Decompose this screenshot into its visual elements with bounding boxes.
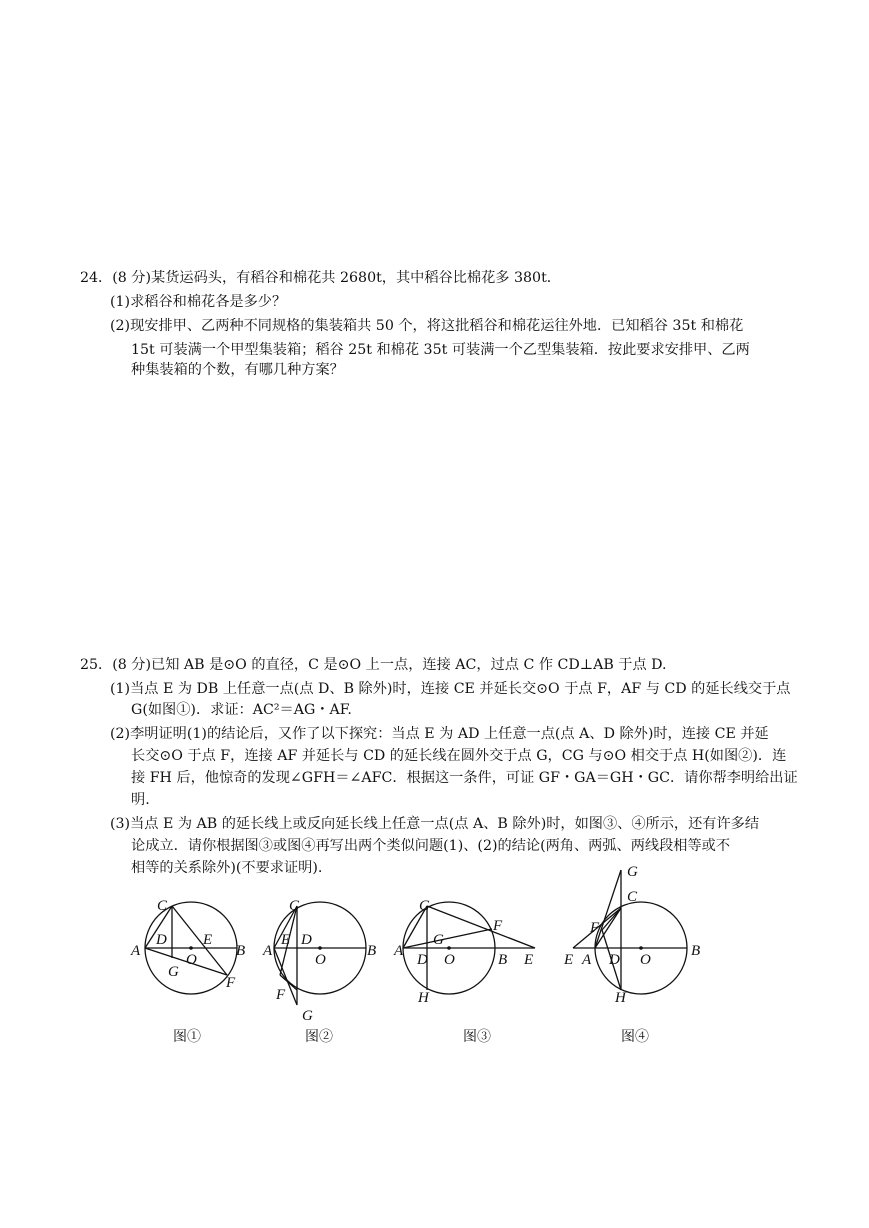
fig4-label-a: A: [582, 952, 592, 968]
q25-line-4: (2)李明证明(1)的结论后，又作了以下探究：当点 E 为 AD 上任意一点(点 A、D 除外)时，连接 CE 并延: [110, 726, 769, 742]
figure-3: [403, 902, 535, 994]
fig3-label-h: H: [418, 990, 429, 1006]
fig2-label-c: C: [289, 898, 300, 914]
fig4-label-f: F: [590, 920, 600, 936]
fig4-label-g: G: [627, 864, 638, 880]
fig1-label-g: G: [168, 964, 179, 980]
fig4-label-b: B: [691, 943, 701, 959]
q24-line-3: (2)现安排甲、乙两种不同规格的集装箱共 50 个，将这批稻谷和棉花运往外地．已知稻谷 35t 和棉花: [110, 318, 744, 334]
q25-line-3: G(如图①)．求证：AC²＝AG・AF.: [131, 702, 352, 718]
fig3-label-g: G: [433, 932, 444, 948]
fig1-label-o: O: [186, 952, 197, 968]
q25-line-10: 相等的关系除外)(不要求证明).: [131, 860, 323, 876]
fig4-center-dot: [639, 946, 643, 950]
q25-line-2: (1)当点 E 为 DB 上任意一点(点 D、B 除外)时，连接 CE 并延长交⊙O 于点 F，AF 与 CD 的延长线交于点: [110, 681, 791, 697]
fig4-label-e: E: [564, 952, 574, 968]
fig3-label-c: C: [419, 898, 430, 914]
fig1-label-e: E: [203, 932, 213, 948]
q25-line-6: 接 FH 后，他惊奇的发现∠GFH＝∠AFC．根据这一条件，可证 GF・GA＝GH・GC．请你帮李明给出证: [131, 770, 798, 786]
caption-fig-2: 图②: [305, 1029, 333, 1045]
fig3-labels: [393, 898, 533, 1006]
caption-fig-4: 图④: [621, 1029, 649, 1045]
fig3-label-b: B: [498, 952, 508, 968]
fig2-label-g: G: [302, 1008, 313, 1024]
fig3-center-dot: [447, 946, 451, 950]
fig1-label-a: A: [131, 943, 141, 959]
fig4-label-h: H: [615, 990, 626, 1006]
q25-line-5: 长交⊙O 于点 F，连接 AF 并延长与 CD 的延长线在圆外交于点 G，CG 与⊙O 相交于点 H(如图②)．连: [131, 748, 787, 764]
fig3-label-a: A: [394, 943, 404, 959]
fig3-label-o: O: [444, 952, 455, 968]
fig2-label-b: B: [367, 943, 377, 959]
fig2-label-e: E: [281, 932, 291, 948]
fig4-label-c: C: [627, 889, 638, 905]
q24-line-2: (1)求稻谷和棉花各是多少？: [110, 294, 287, 310]
fig1-label-f: F: [226, 975, 236, 991]
q24-line-4: 15t 可装满一个甲型集装箱；稻谷 25t 和棉花 35t 可装满一个乙型集装箱．按此要求安排甲、乙两: [131, 342, 750, 358]
fig4-labels: [563, 864, 700, 1006]
fig2-label-o: O: [315, 952, 326, 968]
figure-captions: [173, 1029, 649, 1045]
q24-line-1: 24．(8 分)某货运码头，有稻谷和棉花共 2680t，其中稻谷比棉花多 380t．: [80, 270, 561, 286]
caption-fig-3: 图③: [463, 1029, 491, 1045]
fig3-segment-af: [403, 929, 492, 948]
fig2-label-f: F: [276, 987, 286, 1003]
q24-line-5: 种集装箱的个数，有哪几种方案？: [131, 362, 344, 378]
fig3-label-f: F: [493, 918, 503, 934]
fig1-center-dot: [189, 946, 193, 950]
q25-line-7: 明.: [131, 792, 150, 808]
fig1-label-c: C: [157, 898, 168, 914]
fig3-label-d: D: [417, 952, 428, 968]
fig4-label-d: D: [609, 952, 620, 968]
q25-line-9: 论成立．请你根据图③或图④再写出两个类似问题(1)、(2)的结论(两角、两弧、两线段相等或不: [131, 838, 731, 854]
fig1-segment-cf: [172, 906, 227, 975]
q25-line-8: (3)当点 E 为 AB 的延长线上或反向延长线上任意一点(点 A、B 除外)时，如图③、④所示，还有许多结: [110, 816, 760, 832]
fig2-label-a: A: [263, 943, 273, 959]
fig2-center-dot: [318, 946, 322, 950]
fig2-label-d: D: [301, 932, 312, 948]
fig4-label-o: O: [640, 952, 651, 968]
q25-line-1: 25．(8 分)已知 AB 是⊙O 的直径，C 是⊙O 上一点，连接 AC，过点 C 作 CD⊥AB 于点 D.: [80, 657, 667, 673]
fig1-label-d: D: [156, 932, 167, 948]
fig3-label-e: E: [524, 952, 534, 968]
caption-fig-1: 图①: [173, 1029, 201, 1045]
fig1-label-b: B: [236, 943, 246, 959]
